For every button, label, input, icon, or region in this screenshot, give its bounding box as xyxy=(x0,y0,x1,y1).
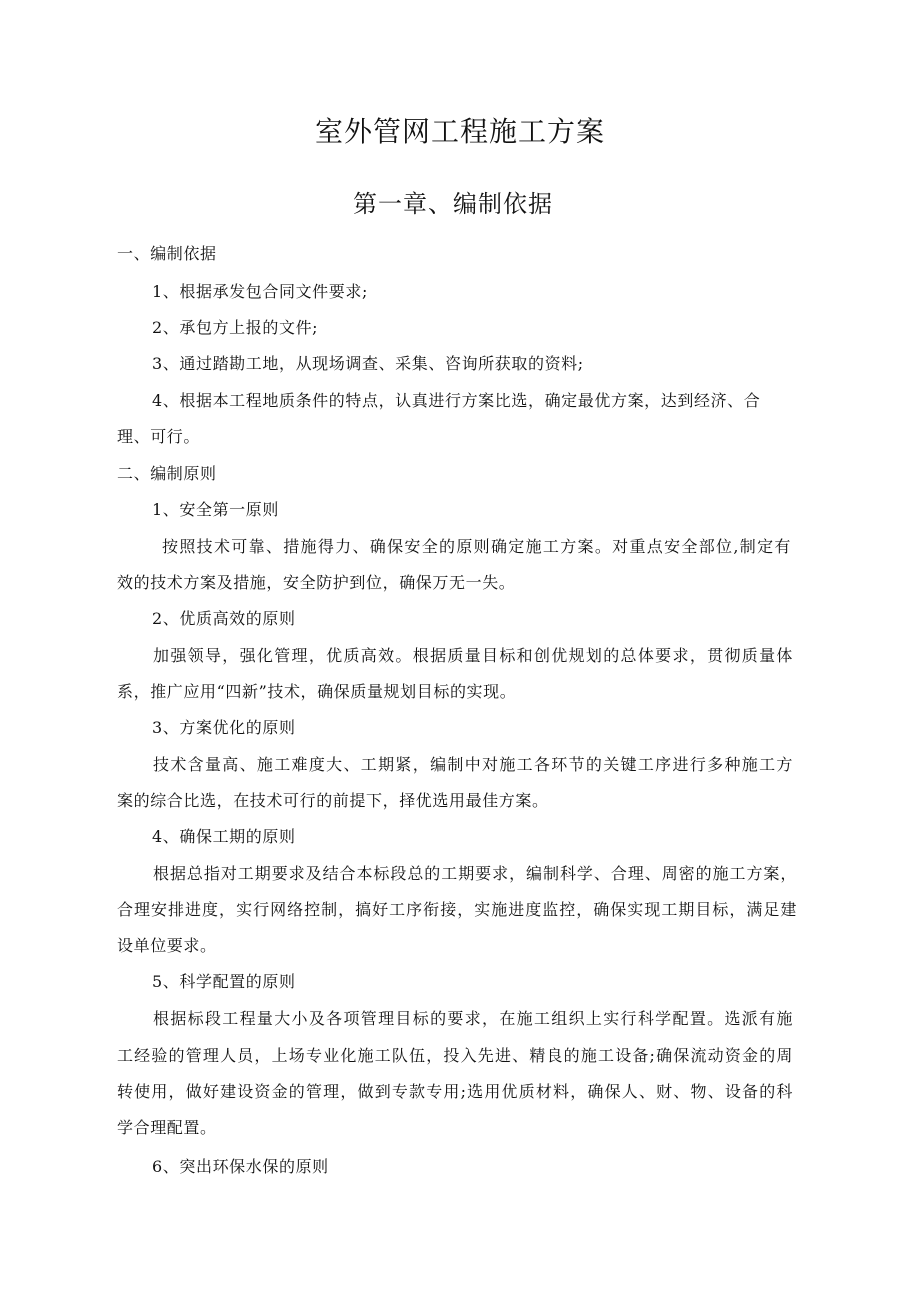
section-heading-principles: 二、编制原则 xyxy=(117,464,217,483)
basis-item-3: 3、通过踏勘工地，从现场调查、采集、咨询所获取的资料; xyxy=(152,354,584,373)
principle-2-heading: 2、优质高效的原则 xyxy=(152,609,296,628)
principle-4-heading: 4、确保工期的原则 xyxy=(152,827,296,846)
chapter-title: 第一章、编制依据 xyxy=(353,190,553,218)
principle-4-line2: 合理安排进度，实行网络控制，搞好工序衔接，实施进度监控，确保实现工期目标，满足建 xyxy=(117,900,797,919)
principle-3-line2: 案的综合比选，在技术可行的前提下，择优选用最佳方案。 xyxy=(117,791,549,810)
principle-1-line1: 按照技术可靠、措施得力、确保安全的原则确定施工方案。对重点安全部位,制定有 xyxy=(162,537,791,556)
principle-5-line3: 转使用，做好建设资金的管理，做到专款专用;选用优质材料，确保人、财、物、设备的科 xyxy=(117,1082,793,1101)
principle-3-heading: 3、方案优化的原则 xyxy=(152,718,296,737)
basis-item-4-line1: 4、根据本工程地质条件的特点，认真进行方案比选，确定最优方案，达到经济、合 xyxy=(152,391,761,410)
principle-1-heading: 1、安全第一原则 xyxy=(152,500,279,519)
basis-item-4-line2: 理、可行。 xyxy=(117,427,201,446)
document-title: 室外管网工程施工方案 xyxy=(314,115,605,148)
principle-3-line1: 技术含量高、施工难度大、工期紧，编制中对施工各环节的关键工序进行多种施工方 xyxy=(153,755,793,774)
principle-6-heading: 6、突出环保水保的原则 xyxy=(152,1157,329,1176)
principle-5-line1: 根据标段工程量大小及各项管理目标的要求，在施工组织上实行科学配置。选派有施 xyxy=(153,1009,793,1028)
principle-1-line2: 效的技术方案及措施，安全防护到位，确保万无一失。 xyxy=(117,573,516,592)
principle-5-heading: 5、科学配置的原则 xyxy=(152,972,296,991)
principle-4-line1: 根据总指对工期要求及结合本标段总的工期要求，编制科学、合理、周密的施工方案， xyxy=(153,864,797,883)
principle-2-line1: 加强领导，强化管理，优质高效。根据质量目标和创优规划的总体要求，贯彻质量体 xyxy=(153,646,793,665)
principle-5-line2: 工经验的管理人员，上场专业化施工队伍，投入先进、精良的施工设备;确保流动资金的周 xyxy=(117,1046,793,1065)
basis-item-2: 2、承包方上报的文件; xyxy=(152,318,319,337)
section-heading-basis: 一、编制依据 xyxy=(117,244,217,263)
principle-4-line3: 设单位要求。 xyxy=(117,936,217,955)
principle-5-line4: 学合理配置。 xyxy=(117,1118,217,1137)
principle-2-line2: 系，推广应用“四新”技术，确保质量规划目标的实现。 xyxy=(117,682,517,701)
basis-item-1: 1、根据承发包合同文件要求; xyxy=(152,282,368,301)
